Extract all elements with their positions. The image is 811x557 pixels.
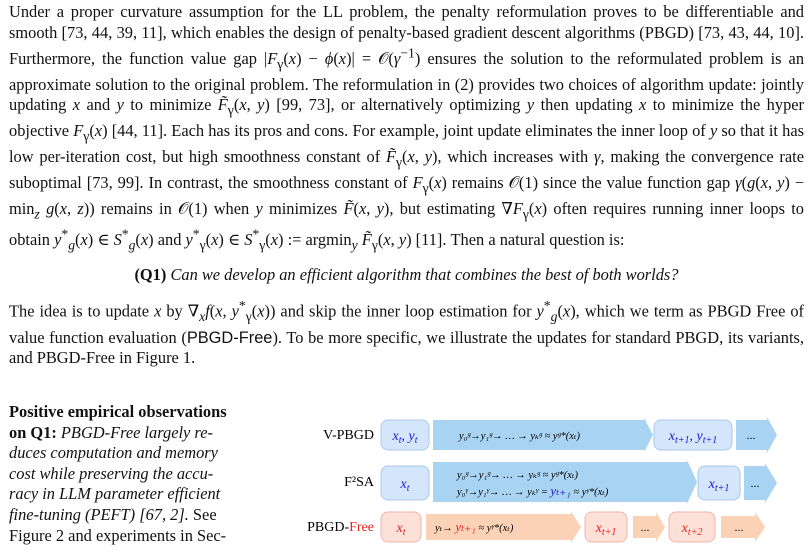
pbgdfree-more-label: ... — [734, 520, 744, 534]
pbgdfree-start-label: $x_t$ — [396, 521, 406, 538]
f2sa-more-arrow — [744, 463, 777, 503]
vpbgd-inner-text: y₀ᵍ→y₁ᵍ→ … → yₖᵍ ≈ yᵍ*(xₜ) — [459, 431, 580, 442]
vpbgd-more-label: ... — [746, 428, 756, 442]
f2sa-inner-text-2: y₀ᵞ→y₁ᵞ→ … → yₖᵞ = yₜ₊₁ ≈ yᵞ*(xₜ) — [457, 483, 609, 498]
vpbgd-more-arrow — [736, 417, 777, 453]
p1-line: Under a proper curvature assumption for the LL problem, the penalty reformulation proves to be differentiable and smooth [73, 44, 39, 11], which enables the design of penalty-based gradient descent algorithms (PBGD) [73, 43, 44, 10]. Furthermore, the function value gap $|F_\gamma(x) - \phi(x)|$ = $𝒪(\gamma^{-1})$ ensures the solution to the reformulated problem is an approximate solution to the original problem. The reformulation in (2) provides two choices of algorithm update: jointly updating x and y to minimize $F̃_\gamma(x$, y) [99, 73], or alternatively optimizing y then updating x to minimize the hyper objective $F_\gamma(x)$ [44, 11]. Each has its pros and cons. For example, joint update eliminates the inner loop of y so that it has low per-iteration cost, but high smoothness constant of $F̃_\gamma(x$, y), which increases with γ, making the convergence rate suboptimal [73, 99]. In contrast, the smoothness constant of $F_\gamma(x)$ remains 𝒪(1) since the value function gap γ(g(x, $y) - \min_z g(x$, z)) remains in 𝒪(1) when y minimizes F̃(x, y), but estimating $\nabla F_\gamma(x)$ often requires running inner loops to obtain $y^*_g(x)$ ∈ $S^*_g(x)$ and $y^*_\gamma(x)$ ∈ $S^*_\gamma(x)$ := argmin$_y$ $F̃_\gamma(x$, y) [11]. Then a natural question is: — [9, 2, 805, 253]
paper-page — [9, 2, 804, 369]
row-label-pbgd-free: PBGD-Free — [307, 520, 374, 535]
f2sa-more-label: ... — [750, 476, 760, 490]
paragraph-2: The idea is to update x by $\nabla_xf(x$, $y^*_\gamma(x)$) and skip the inner loop estimation for $y^*_g(x)$, which we term as PBGD Free of value function evaluation (PBGD-Free). To be more specific, we illustrate the updates for standard PBGD, its variants, and PBGD-Free in Figure 1. — [9, 298, 804, 368]
pbgdfree-mid-label: ... — [640, 520, 650, 534]
observation-heading: Positive empirical observations on Q1: — [9, 402, 227, 442]
pbgdfree-next-label: $x_{t+1}$ — [595, 521, 617, 538]
row-label-vpbgd: V-PBGD — [323, 428, 374, 443]
f2sa-start-label: $x_t$ — [400, 477, 410, 494]
f2sa-inner-text-1: y₀ᵍ→y₁ᵍ→ … → yₖᵍ ≈ yᵍ*(xₜ) — [457, 470, 578, 481]
vpbgd-start-label: $x_t$, $y_t$ — [392, 429, 418, 446]
vpbgd-next-label: $x_{t+1}$, $y_{t+1}$ — [668, 429, 718, 446]
algorithm-diagram — [289, 404, 807, 552]
row-label-f2sa: F²SA — [344, 475, 374, 490]
pbgdfree-inner-text: yₜ→ yₜ₊₁ ≈ yᵞ*(xₜ) — [435, 519, 514, 534]
paragraph-1 — [9, 2, 804, 256]
research-question — [9, 265, 804, 286]
observation-column: Positive empirical observations on Q1: PBGD-Free largely re- duces computation and memory cost while preserving the accu- racy in LLM parameter efficient fine-tuning (PEFT) [67, 2]. See Figure 2 and experiments in Sec- — [9, 402, 227, 545]
f2sa-next-label: $x_{t+1}$ — [708, 477, 730, 494]
observation-text: PBGD-Free largely re- duces computation and memory cost while preserving the accu- racy in LLM parameter efficient fine-tuning (PEFT) [67, 2]. — [9, 422, 221, 524]
question-label: (Q1) — [134, 264, 167, 284]
question-text: Can we develop an efficient algorithm that combines the best of both worlds? — [170, 264, 679, 284]
figure-1 — [289, 404, 807, 552]
pbgdfree-next2-label: $x_{t+2}$ — [681, 521, 703, 538]
